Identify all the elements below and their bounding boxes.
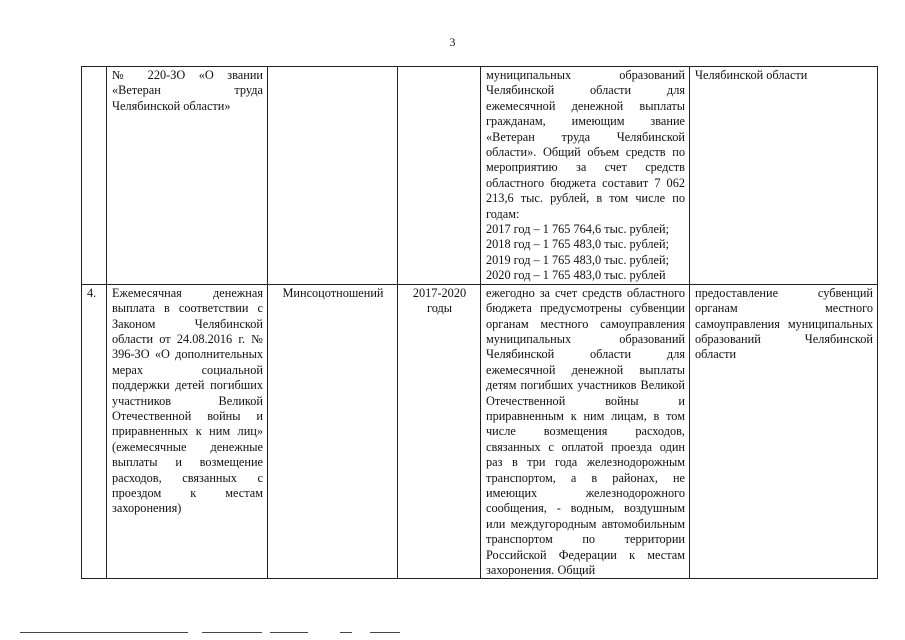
page-number: 3 (449, 35, 456, 49)
year-amount-line: 2018 год – 1 765 483,0 тыс. рублей; (486, 237, 669, 252)
measure-name-cell: № 220-ЗО «О звании «Ветеран труда Челябинской области» (107, 67, 268, 285)
measure-name-cell: Ежемесячная денежная выплата в соответствии с Законом Челябинской области от 24.08.2016 г. № 396-ЗО «О дополнительных мерах социальной поддержки детей погибших участников Великой Отечественной войны и приравненных к ним лиц» (ежемесячные денежные выплаты и возмещение расходов, связанных с проездом к местам захоронения) (107, 284, 268, 579)
description-text: муниципальных образований Челябинской области для ежемесячной денежной выплаты гражданам, имеющим звание «Ветеран труда Челябинской области». Общий объем средств по мероприятию за счет средств областного бюджета составит 7 062 213,6 тыс. рублей, в том числе по годам: (486, 68, 685, 221)
period-cell: 2017-2020 годы (398, 284, 481, 579)
executor-cell: Минсоцотношений (268, 284, 398, 579)
description-cell: ежегодно за счет средств областного бюджета предусмотрены субвенции органам местного самоуправления муниципальных образований Челябинской области для ежемесячной денежной выплаты детям погибших участников Великой Отечественной войны и приравненным к ним лицам, в том числе возмещения расходов, связанных с оплатой проезда один раз в три года железнодорожным транспортом, а в районах, не имеющих железнодорожного сообщения, - водным, воздушным или междугородным автомобильным транспортом по территории Российской Федерации к местам захоронения. Общий (481, 284, 690, 579)
table-row (82, 67, 878, 285)
result-cell: Челябинской области (690, 67, 878, 285)
description-cell (481, 67, 690, 285)
executor-cell (268, 67, 398, 285)
year-amount-line: 2020 год – 1 765 483,0 тыс. рублей (486, 268, 666, 283)
row-number-cell: 4. (82, 284, 107, 579)
program-table (81, 66, 878, 579)
period-cell (398, 67, 481, 285)
result-cell: предоставление субвенций органам местного самоуправления муниципальных образований Челябинской области (690, 284, 878, 579)
year-amount-line: 2017 год – 1 765 764,6 тыс. рублей; (486, 222, 669, 237)
year-amount-line: 2019 год – 1 765 483,0 тыс. рублей; (486, 252, 669, 267)
scan-artifact-lines (20, 632, 540, 636)
row-number-cell (82, 67, 107, 285)
table-row (82, 284, 878, 579)
